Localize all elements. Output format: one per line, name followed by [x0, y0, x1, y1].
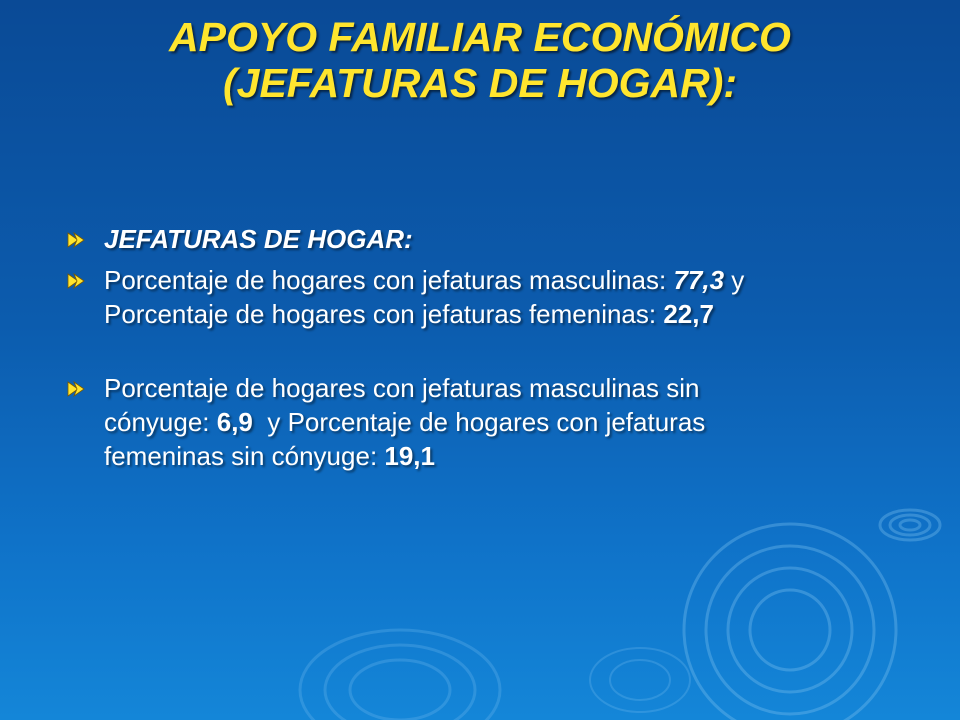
value-femeninas: 22,7 [663, 299, 714, 329]
ripple-bottom-small [590, 648, 690, 712]
ripple-small-right [880, 510, 940, 540]
bullet-line [104, 297, 926, 331]
heading-text: JEFATURAS DE HOGAR: [104, 224, 413, 254]
text-connector: y Porcentaje de hogares con jefaturas [252, 407, 706, 437]
text-conyuge: cónyuge: [104, 407, 217, 437]
text-masculinas: Porcentaje de hogares con jefaturas masculinas: [104, 265, 674, 295]
slide-title [0, 14, 960, 106]
chevron-arrow-bullet-icon [66, 272, 86, 290]
bullet-line: Porcentaje de hogares con jefaturas masculinas sin [104, 373, 700, 403]
title-line-2: (JEFATURAS DE HOGAR): [222, 60, 738, 106]
text-connector: y [724, 265, 745, 295]
chevron-arrow-bullet-icon [66, 380, 86, 398]
bullet-sin-conyuge [66, 371, 926, 473]
ripple-large [684, 524, 896, 720]
bullet-jefaturas-percent [66, 263, 926, 331]
bullet-line [104, 439, 926, 473]
bullet-list [66, 222, 926, 473]
bullet-line [104, 263, 926, 297]
bullet-heading [66, 222, 926, 256]
text-femeninas: Porcentaje de hogares con jefaturas femeninas: [104, 299, 664, 329]
value-femeninas-sin-conyuge: 19,1 [384, 441, 435, 471]
text-femeninas-sin-conyuge: femeninas sin cónyuge: [104, 441, 385, 471]
ripple-bottom-center [300, 630, 500, 720]
value-masculinas: 77,3 [673, 265, 725, 295]
bullet-line [104, 405, 926, 439]
value-masculinas-sin-conyuge: 6,9 [216, 407, 253, 437]
chevron-arrow-bullet-icon [66, 231, 86, 249]
title-line-1: APOYO FAMILIAR ECONÓMICO [169, 14, 791, 60]
